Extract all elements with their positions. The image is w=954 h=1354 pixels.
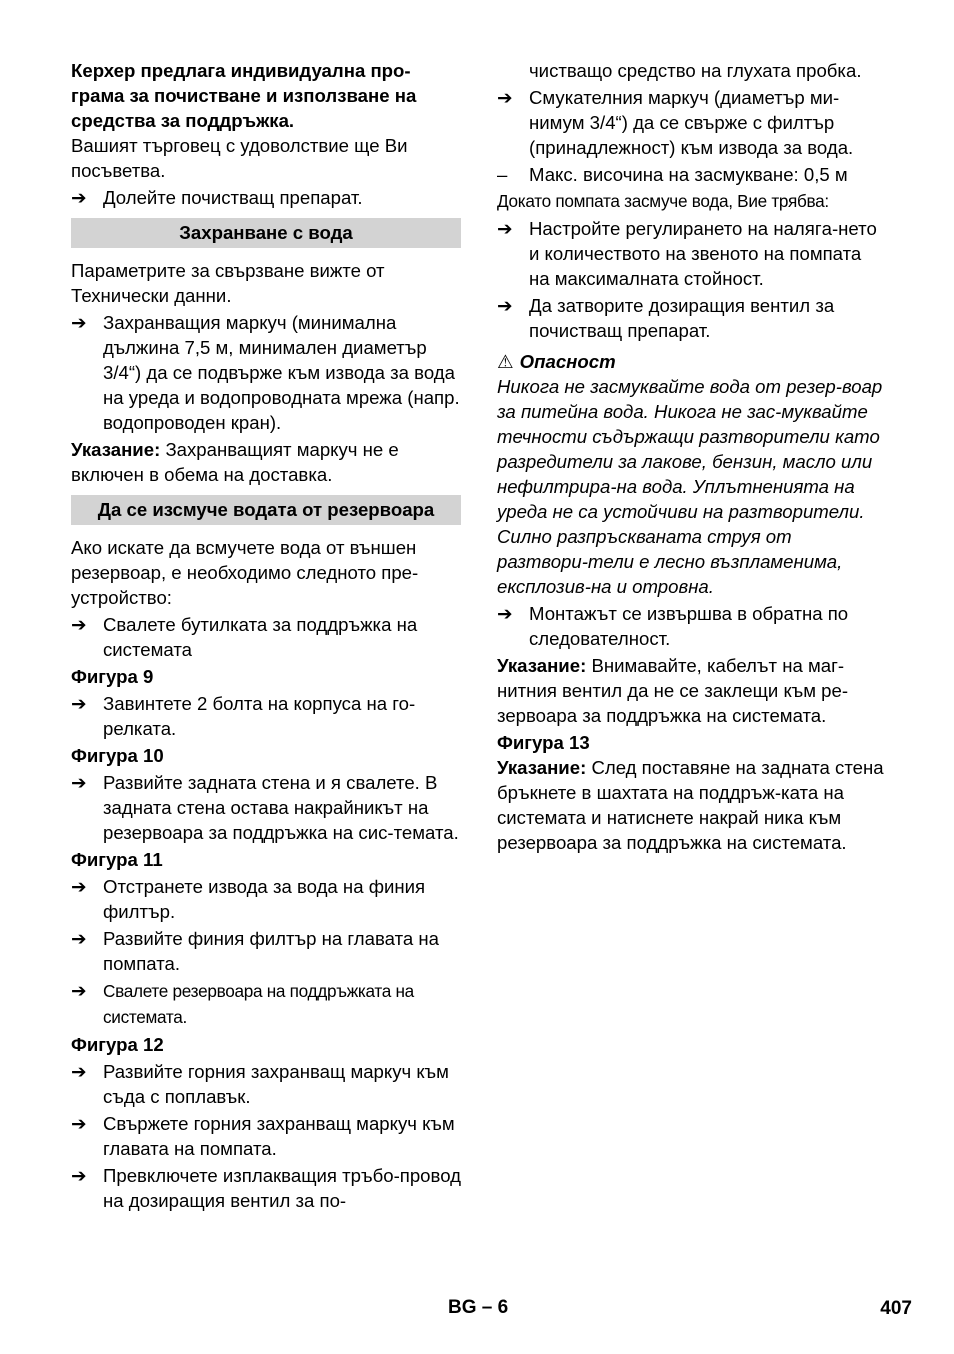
danger-title: Опасност (519, 351, 616, 372)
list-item (71, 310, 461, 435)
list-item (71, 1059, 461, 1109)
step-text: Развийте задната стена и я свалете. В задната стена остава накрайникът на резервоара за поддръжка на сис-темата. (103, 772, 459, 843)
step-text: Да затворите дозиращия вентил за почистващ препарат. (529, 295, 835, 341)
note-paragraph (71, 437, 461, 487)
figure-label: Фигура 13 (497, 732, 590, 753)
page-number: 407 (880, 1298, 912, 1319)
intro-text: Вашият търговец с удоволствие ще Ви посъветва. (71, 135, 408, 181)
list-item (71, 978, 461, 1030)
list-item (71, 1111, 461, 1161)
step-text: Смукателния маркуч (диаметър ми-нимум 3/4“) да се свърже с филтър (принадлежност) към извода за вода. (529, 87, 854, 158)
arrow-right-icon: ➔ (71, 928, 87, 949)
list-item (71, 691, 461, 741)
list-item (71, 770, 461, 845)
figure-label: Фигура 10 (71, 745, 164, 766)
arrow-right-icon: ➔ (497, 218, 513, 239)
section-text: Параметрите за свързване вижте от Технически данни. (71, 260, 385, 306)
list-item (71, 874, 461, 924)
list-item-continued (497, 58, 887, 83)
list-item (497, 601, 887, 651)
arrow-right-icon: ➔ (497, 603, 513, 624)
figure-label: Фигура 12 (71, 1034, 164, 1055)
arrow-right-icon: ➔ (71, 614, 87, 635)
step-text: Долейте почистващ препарат. (103, 187, 363, 208)
step-text: Развийте горния захранващ маркуч към съда с поплавък. (103, 1061, 449, 1107)
step-text: Развийте финия филтър на главата на помпата. (103, 928, 440, 974)
list-item (497, 216, 887, 291)
list-item (71, 1163, 461, 1213)
section-text: Ако искате да всмучете вода от външен резервоар, е необходимо следното пре-устройство: (71, 537, 419, 608)
left-column (71, 58, 461, 1213)
note-text: Захранващият маркуч не е включен в обема на доставка. (71, 439, 399, 485)
figure-label: Фигура 9 (71, 666, 154, 687)
dash-bullet: – (497, 164, 508, 185)
right-column (497, 58, 887, 855)
footer-section-label: BG – 6 (448, 1297, 509, 1318)
danger-text: Никога не засмуквайте вода от резер-воар за питейна вода. Никога не зас-муквайте течности съдържащи разтворители като разредители за лакове, бензин, масло или нефилтрира-на вода. Уплътненията на уреда не са устойчиви на разтворители. Силно разпръскваната струя от разтвори-тели е лесно възпламенима, експлозив-на и отровна. (497, 376, 883, 597)
list-item (71, 185, 461, 210)
step-text: Превключете изплакващия тръбо-провод на дозиращия вентил за по- (103, 1165, 461, 1211)
arrow-right-icon: ➔ (71, 876, 87, 897)
note-paragraph (497, 755, 887, 855)
arrow-right-icon: ➔ (71, 1061, 87, 1082)
list-item (497, 85, 887, 160)
arrow-right-icon: ➔ (71, 772, 87, 793)
step-text: Захранващия маркуч (минимална дължина 7,5 м, минимален диаметър 3/4“) да се подвърже към извода за вода на уреда и водопроводната мрежа (напр. водопроводен кран). (103, 312, 460, 433)
step-text: Свържете горния захранващ маркуч към главата на помпата. (103, 1113, 455, 1159)
arrow-right-icon: ➔ (497, 295, 513, 316)
list-item (497, 293, 887, 343)
step-text: чистващо средство на глухата пробка. (529, 60, 862, 81)
danger-heading (497, 349, 887, 374)
arrow-right-icon: ➔ (71, 980, 87, 1001)
arrow-right-icon: ➔ (71, 312, 87, 333)
intro-heading: Керхер предлага индивидуална про-грама за почистване и използване на средства за поддръжка. (71, 60, 417, 131)
arrow-right-icon: ➔ (71, 1113, 87, 1134)
section-title-tank-suction: Да се изсмуче водата от резервоара (71, 495, 461, 525)
note-label: Указание: (71, 439, 161, 460)
note-label: Указание: (497, 655, 587, 676)
arrow-right-icon: ➔ (71, 693, 87, 714)
section-title-water-supply: Захранване с вода (71, 218, 461, 248)
list-item (497, 162, 887, 187)
warning-triangle-icon: ⚠ (497, 351, 514, 372)
arrow-right-icon: ➔ (497, 87, 513, 108)
arrow-right-icon: ➔ (71, 187, 87, 208)
note-paragraph (497, 653, 887, 728)
note-text: След поставяне на задната стена бръкнете в шахтата на поддръж-ката на системата и натиснете накрай ника към резервоара за поддръжка на системата. (497, 757, 884, 853)
note-text: Внимавайте, кабелът на маг-нитния вентил да не се заклещи към ре-зервоара за поддръжка на системата. (497, 655, 849, 726)
step-text: Настройте регулирането на налягa-нето и количеството на звеното на помпата на максималната стойност. (529, 218, 877, 289)
list-item (71, 612, 461, 662)
step-text: Монтажът се извършва в обратна по следователност. (529, 603, 849, 649)
step-text: Свалете резервоара на поддръжката на системата. (103, 981, 414, 1027)
instruction-text: Докато помпата засмуче вода, Вие трябва: (497, 191, 829, 211)
figure-label: Фигура 11 (71, 849, 163, 870)
note-label: Указание: (497, 757, 587, 778)
step-text: Отстранете извода за вода на финия филтър. (103, 876, 426, 922)
step-text: Завинтете 2 болта на корпуса на го-релката. (103, 693, 416, 739)
step-text: Макс. височина на засмукване: 0,5 м (529, 164, 848, 185)
list-item (71, 926, 461, 976)
step-text: Свалете бутилката за поддръжка на системата (103, 614, 418, 660)
arrow-right-icon: ➔ (71, 1165, 87, 1186)
